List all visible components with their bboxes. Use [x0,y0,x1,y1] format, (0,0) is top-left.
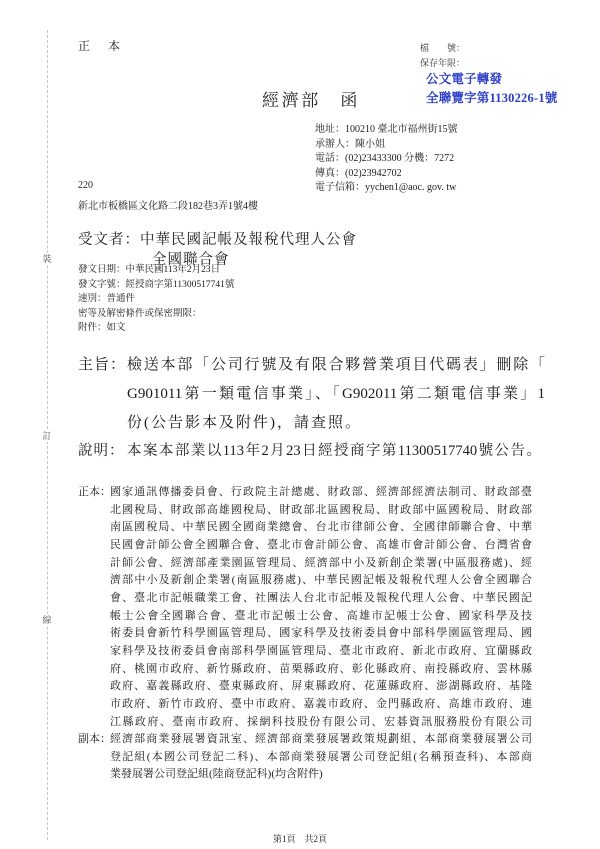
original-recipients-label: 正本： [78,486,111,498]
sender-handler: 承辦人：陳小姐 [315,138,385,150]
original-recipients-list [110,484,532,731]
subject-label: 主旨： [78,357,127,373]
recipient-label: 受文者： [78,232,140,248]
subject-section [78,351,545,438]
document-title: 經濟部 函 [262,91,360,110]
copy-list-line: 登記組(本國公司登記二科)、本部商業發展署公司登記組(名稱預查科)、本部商 [110,750,532,763]
subject-text [127,351,545,438]
sender-email: 電子信箱：yychen1@aoc. gov. tw [315,182,457,194]
sender-contact-block [315,123,458,196]
forward-stamp-line-1: 公文電子轉發 [426,72,503,86]
recipient-list-line: 政府、嘉義縣政府、臺東縣政府、屏東縣政府、花蓮縣政府、澎湖縣政府、基隆 [110,680,532,693]
margin-mark-zhuang: 裝 [42,254,52,264]
retention-period-label: 保存年限： [420,58,466,68]
subject-line: G901011第一類電信事業」、「G902011第二類電信事業」1 [127,386,545,402]
recipient-list-line: 國家通訊傳播委員會、行政院主計總處、財政部、經濟部經濟法制司、財政部臺 [110,486,532,498]
copy-recipients-list [110,731,532,784]
recipient-list-line: 民國會計師公會全國聯合會、臺北市會計師公會、高雄市會計師公會、台灣省會 [110,538,532,551]
recipient-mailing-address: 新北市板橋區文化路二段182巷3弄1號4樓 [78,201,258,212]
recipient-list-line: 北國稅局、財政部高雄國稅局、財政部北區國稅局、財政部中區國稅局、財政部 [110,503,532,516]
recipient-list-line: 濟部中小及新創企業署(南區服務處)、中華民國記帳及報稅代理人公會全國聯合 [110,574,532,587]
sender-address: 地址：100210 臺北市福州街15號 [315,124,458,135]
page-number: 第1頁 共2頁 [272,834,327,844]
original-recipients-section [78,484,532,731]
copy-recipients-section [78,731,532,784]
copy-list-line: 業發展署公司登記組(陸商登記科)(均含附件) [110,768,323,781]
sender-phone: 電話：(02)23433300 分機：7272 [315,153,455,165]
issuance-meta-block [78,263,234,336]
copy-recipients-label: 副本： [78,733,111,745]
recipient-name-continued: 全國聯合會 [152,252,230,268]
explanation-text-wrap [127,437,541,466]
explanation-text: 本案本部業以113年2月23日經授商字第11300517740號公告。 [127,443,541,459]
recipient-list-line: 市政府、新竹市政府、臺中市政府、嘉義市政府、金門縣政府、高雄市政府、連 [110,697,532,710]
forward-stamp-line-2: 全聯覽字第1130226-1號 [426,91,558,105]
recipient-list-line: 術委員會新竹科學園區管理局、國家科學及技術委員會中部科學園區管理局、國 [110,627,532,640]
explanation-label: 說明： [78,443,125,459]
recipient-list-line: 南區國稅局、中華民國全國商業總會、台北市律師公會、全國律師聯合會、中華 [110,521,532,534]
issue-number: 發文字號：經授商字第11300517741號 [78,279,235,290]
copy-list-line: 經濟部商業發展署資訊室、經濟部商業發展署政策規劃組、本部商業發展署公司 [110,733,532,745]
recipient-list-line: 計師公會、經濟部產業園區管理局、經濟部中小及新創企業署(中區服務處)、經 [110,556,532,569]
recipient-list-line: 府、桃園市政府、新竹縣政府、苗栗縣政府、彰化縣政府、南投縣政府、雲林縣 [110,662,532,675]
recipient-list-line: 會、臺北市記帳職業工會、社團法人台北市記帳及報稅代理人公會、中華民國記 [110,591,532,604]
explanation-section [78,437,541,466]
sender-fax: 傳真：(02)23942702 [315,167,402,179]
issue-date: 發文日期：中華民國113年2月23日 [78,265,221,275]
secrecy-level: 密等及解密條件或保密期限： [78,308,202,319]
attachment-note: 附件：如文 [78,323,126,333]
subject-line: 檢送本部「公司行號及有限合夥營業項目代碼表」刪除「 [127,357,545,373]
recipient-list-line: 江縣政府、臺南市政府、採網科技股份有限公司、宏碁資訊服務股份有限公司 [110,715,532,728]
recipient-list-line: 帳士公會全國聯合會、臺北市記帳士公會、高雄市記帳士公會、國家科學及技 [110,609,532,622]
file-number-label: 檔 號： [420,43,466,53]
recipient-line [78,228,357,249]
recipient-list-line: 家科學及技術委員會南部科學園區管理局、臺北市政府、新北市政府、宜蘭縣政 [110,644,532,657]
margin-mark-ding: 訂 [42,431,52,441]
copy-type-label: 正 本 [78,39,124,53]
margin-mark-xian: 線 [42,615,52,625]
recipient-zip: 220 [78,180,93,191]
subject-line: 份(公告影本及附件)，請查照。 [127,415,362,431]
recipient-name: 中華民國記帳及報稅代理人公會 [140,232,357,248]
delivery-speed: 速別：普通件 [78,294,136,304]
